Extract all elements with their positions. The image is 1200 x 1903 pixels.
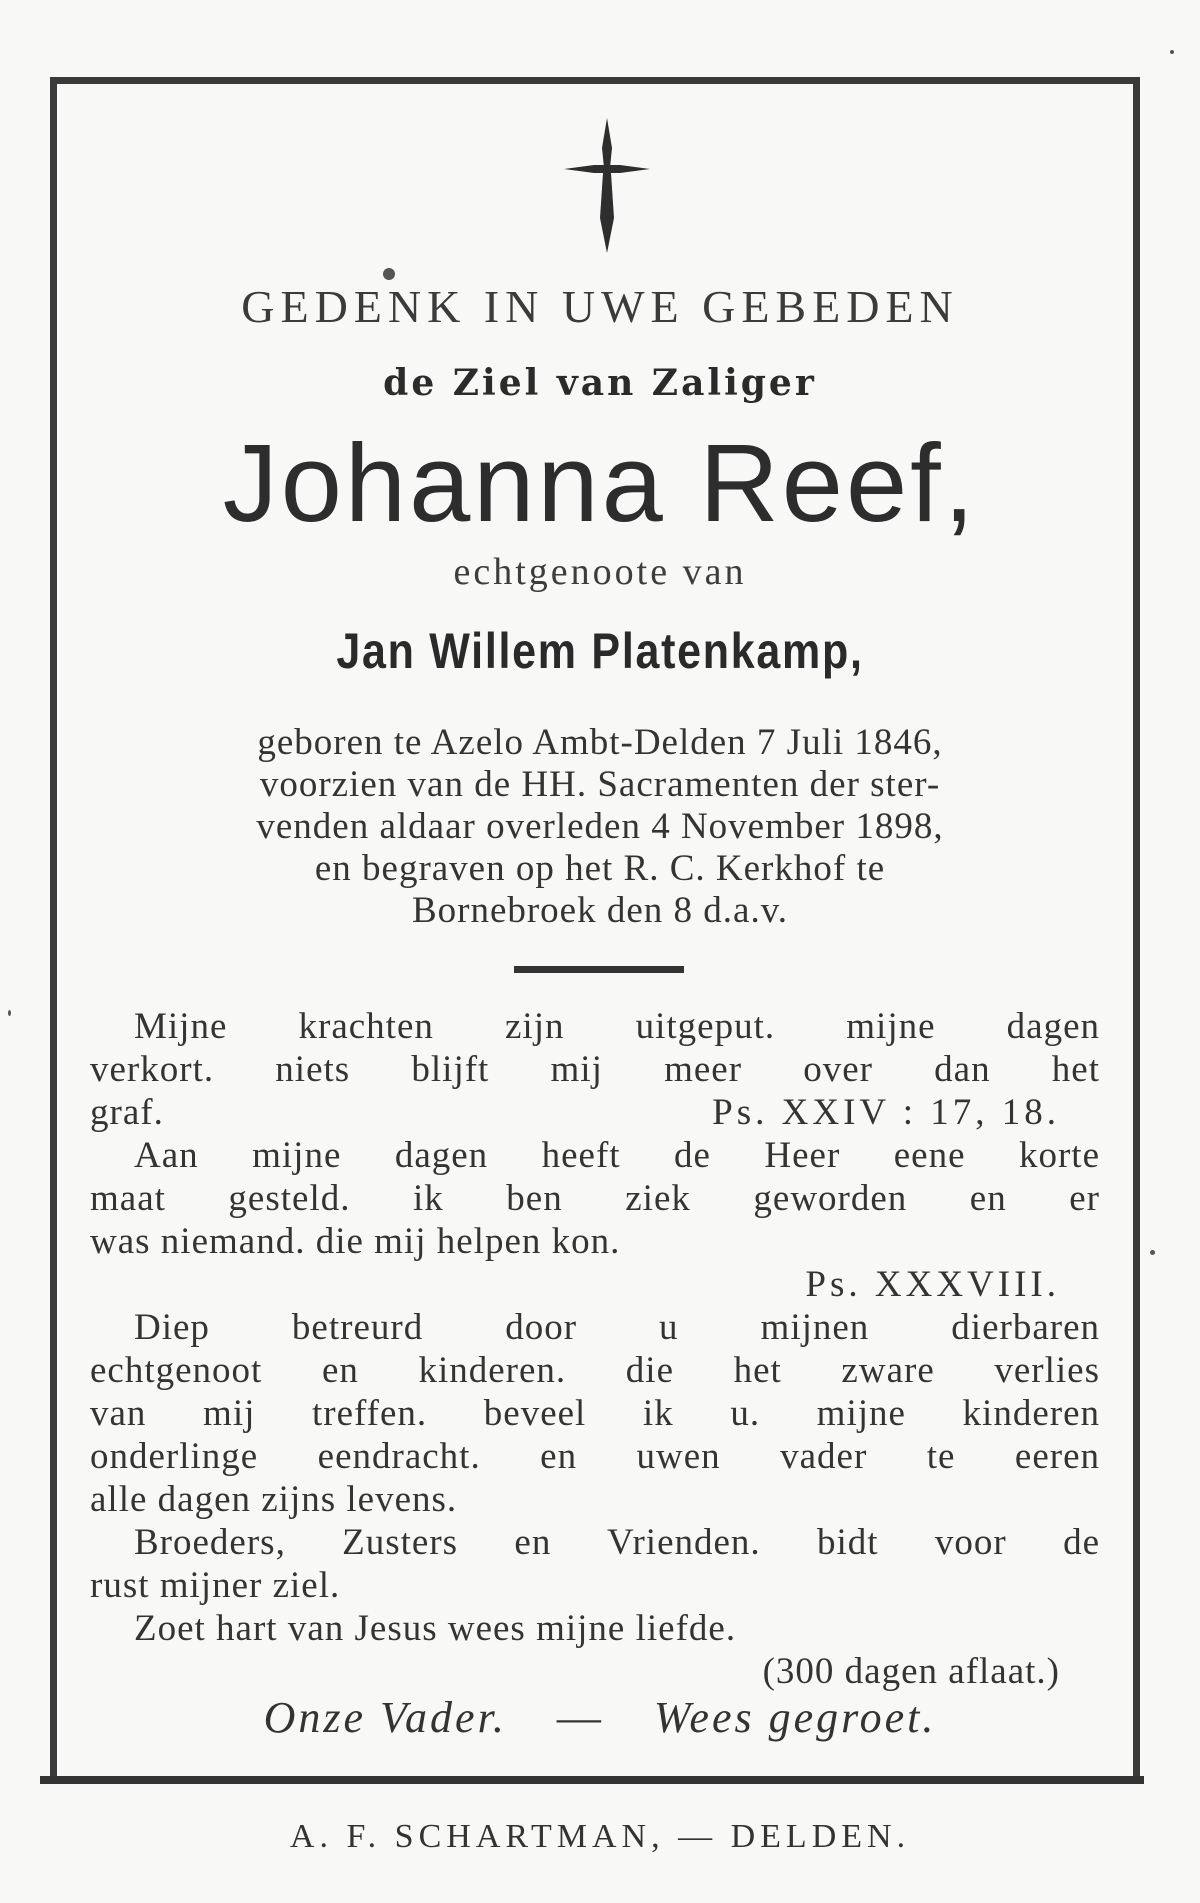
spouse-of-label: echtgenoote van xyxy=(453,551,747,593)
verse-line: onderlinge eendracht. en uwen vader te eeren xyxy=(90,1436,1100,1477)
psalm-reference: Ps. XXIV : 17, 18. xyxy=(712,1092,1060,1133)
indulgence: (300 dagen aflaat.) xyxy=(762,1651,1060,1692)
biography xyxy=(90,722,1110,932)
verse-line: graf. xyxy=(90,1092,164,1133)
subheading: de Ziel van Zaliger xyxy=(383,362,817,404)
verse-line: Aan mijne dagen heeft de Heer eene korte xyxy=(134,1135,1100,1176)
verse-line: verkort. niets blijft mij meer over dan het xyxy=(90,1049,1100,1090)
bio-line: Bornebroek den 8 d.a.v. xyxy=(411,890,789,931)
spouse-name: Jan Willem Platenkamp, xyxy=(336,623,864,679)
deceased-name: Johanna Reef, xyxy=(222,422,978,545)
bio-line: en begraven op het R. C. Kerkhof te xyxy=(314,848,886,889)
paper-speck xyxy=(1150,1250,1155,1255)
paper-speck xyxy=(8,1010,11,1016)
bio-line: geboren te Azelo Ambt-Delden 7 Juli 1846, xyxy=(257,722,943,763)
printer-imprint: A. F. SCHARTMAN, — DELDEN. xyxy=(289,1818,911,1855)
prayer-our-father: Onze Vader. xyxy=(263,1693,507,1742)
bio-line: voorzien van de HH. Sacramenten der ster- xyxy=(259,764,941,805)
heading: GEDENK IN UWE GEBEDEN xyxy=(241,281,959,332)
verse-line: was niemand. die mij helpen kon. xyxy=(90,1221,621,1262)
divider xyxy=(514,966,684,973)
bio-line: venden aldaar overleden 4 November 1898, xyxy=(256,806,944,847)
verse-ref-row xyxy=(90,1091,1100,1134)
verses xyxy=(90,1005,1100,1693)
cross-icon xyxy=(564,118,650,253)
paper-speck xyxy=(1170,50,1174,54)
prayers xyxy=(90,1692,1110,1743)
prayer-hail-mary: Wees gegroet. xyxy=(653,1693,937,1742)
bottom-rule xyxy=(40,1776,1144,1784)
invocation: Zoet hart van Jesus wees mijne liefde. xyxy=(134,1608,737,1649)
verse-line: rust mijner ziel. xyxy=(90,1565,341,1606)
verse-line: maat gesteld. ik ben ziek geworden en er xyxy=(90,1178,1100,1219)
verse-line: echtgenoot en kinderen. die het zware verlies xyxy=(90,1350,1100,1391)
verse-line: Mijne krachten zijn uitgeput. mijne dagen xyxy=(134,1006,1100,1047)
paper-speck xyxy=(383,268,395,280)
verse-line: Broeders, Zusters en Vrienden. bidt voor de xyxy=(134,1522,1100,1563)
verse-line: alle dagen zijns levens. xyxy=(90,1479,458,1520)
verse-line: Diep betreurd door u mijnen dierbaren xyxy=(134,1307,1100,1348)
psalm-reference: Ps. XXXVIII. xyxy=(805,1264,1060,1305)
verse-line: van mij treffen. beveel ik u. mijne kinderen xyxy=(90,1393,1100,1434)
prayer-separator: — xyxy=(556,1693,604,1742)
